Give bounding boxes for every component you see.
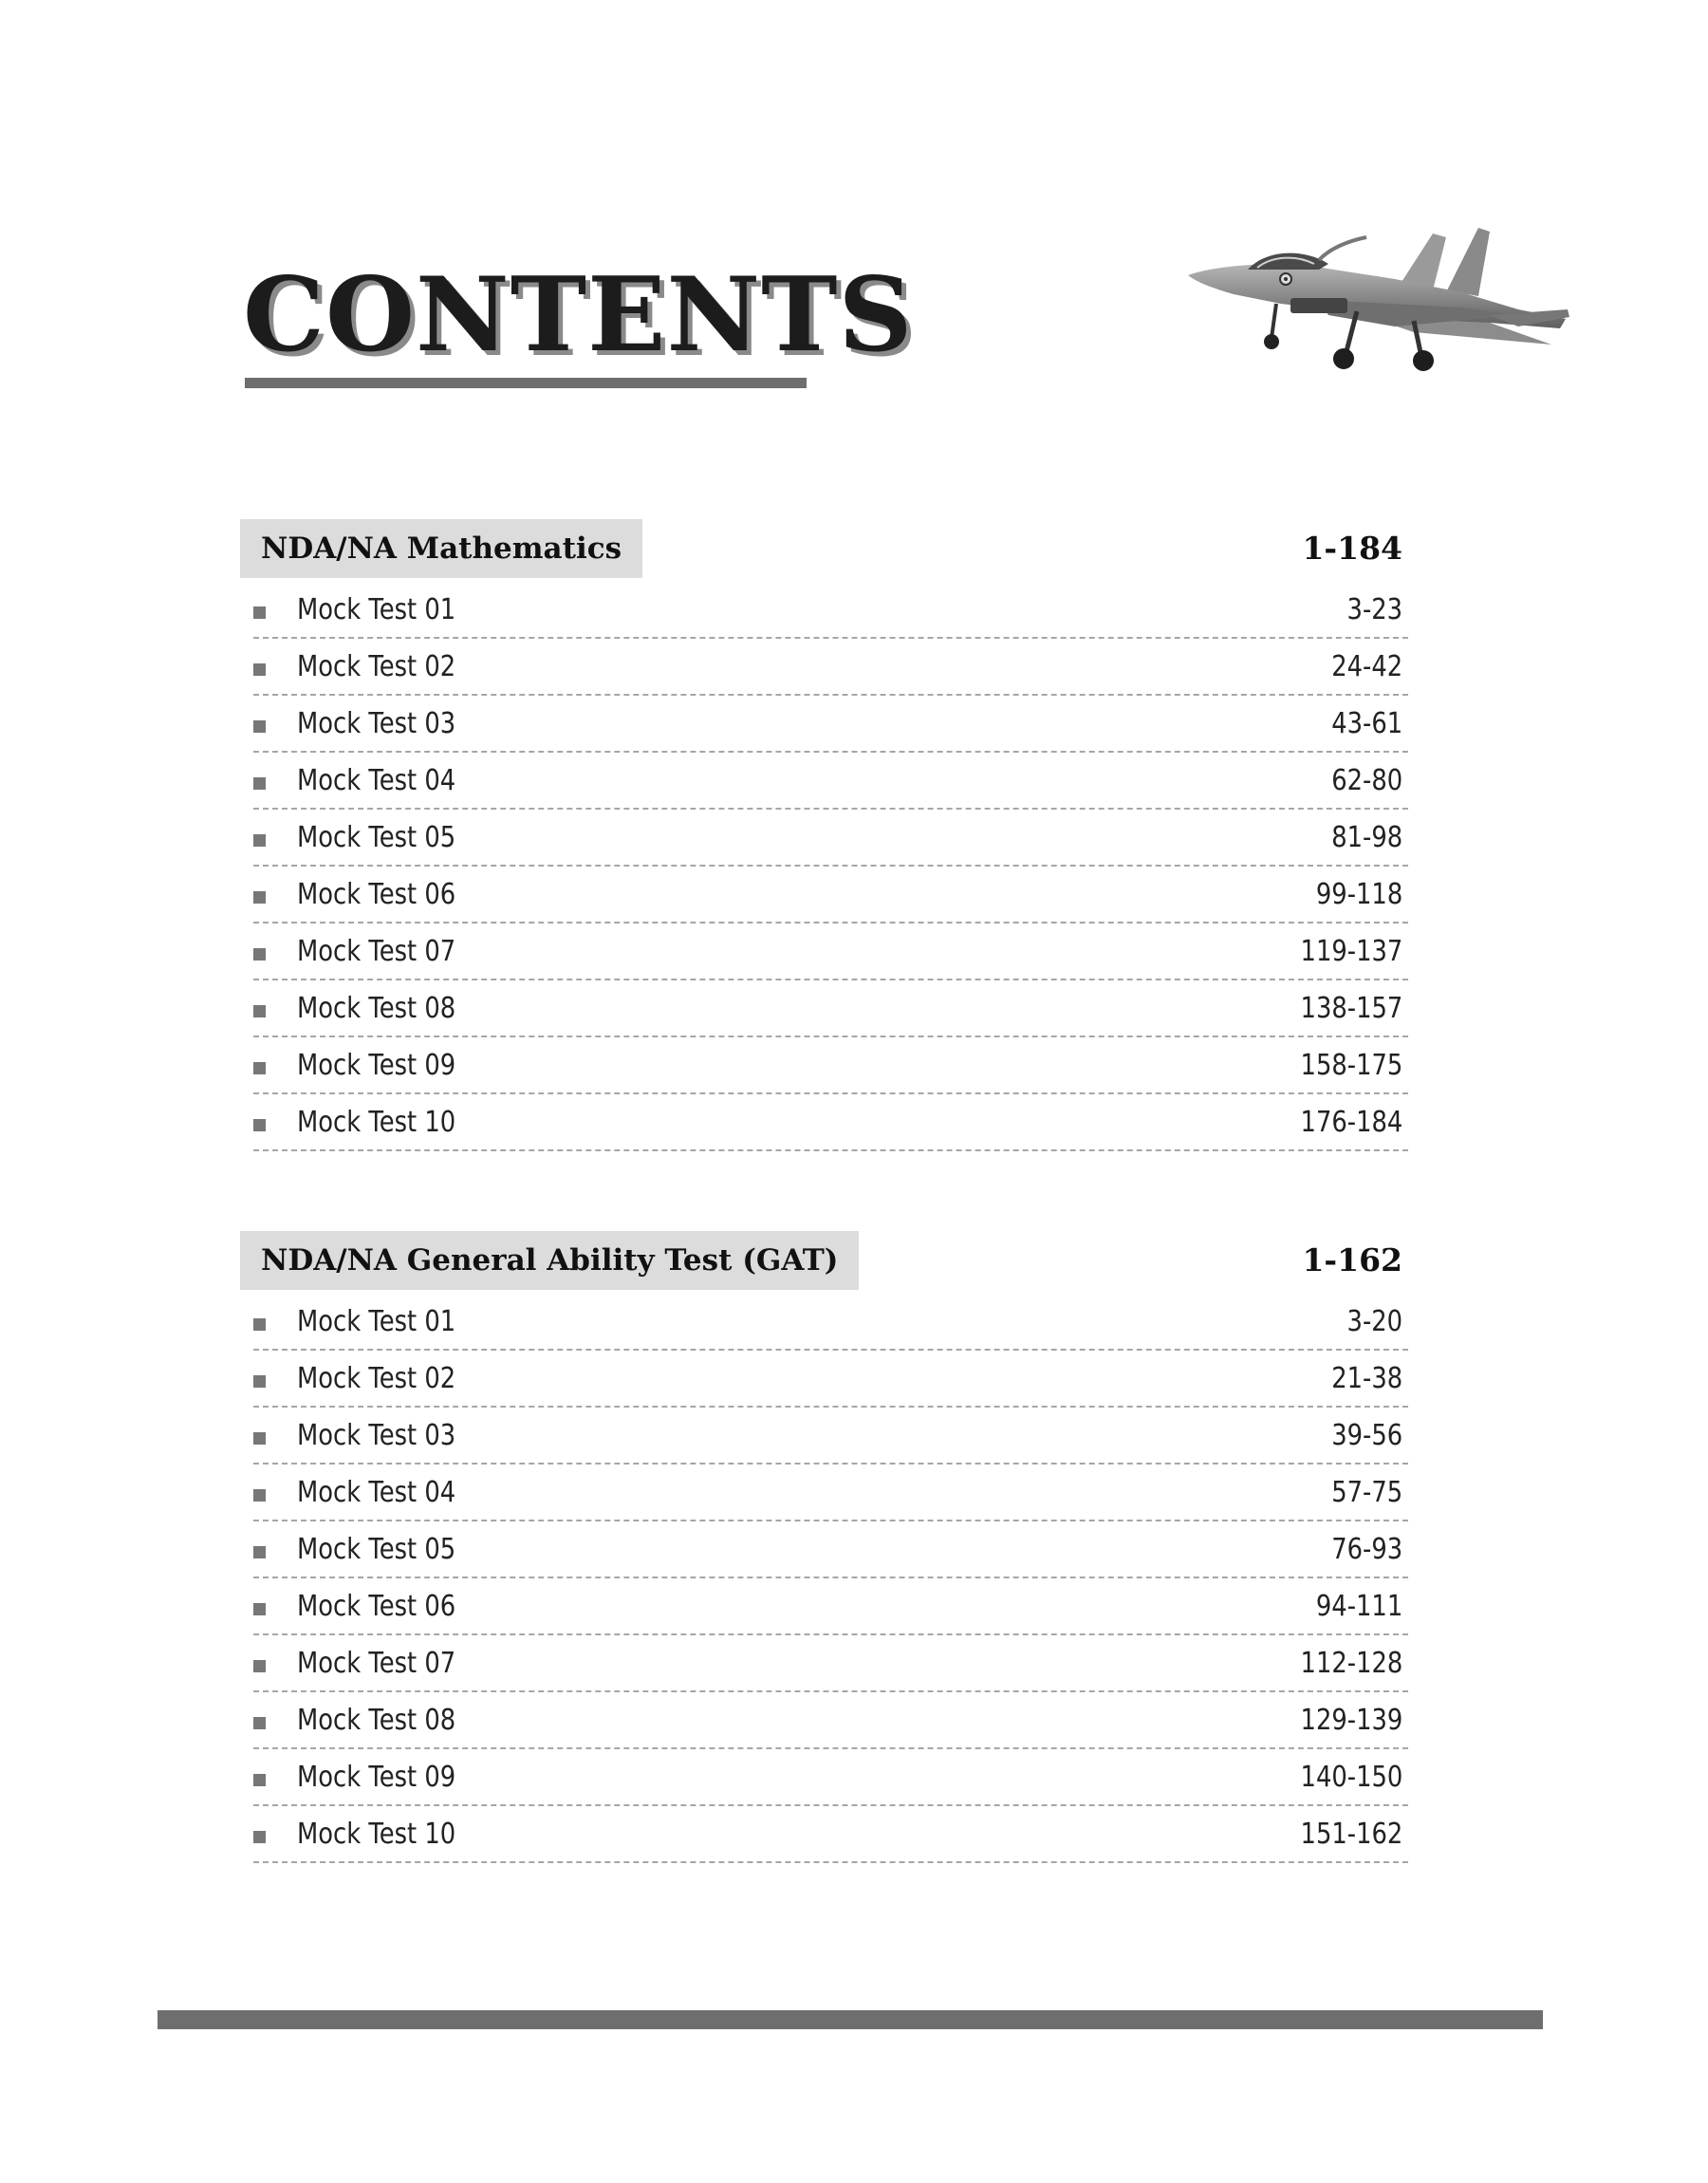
- entry-label: Mock Test 04: [297, 764, 456, 797]
- toc-entry[interactable]: [253, 1521, 1408, 1578]
- section-page-range: 1-184: [1302, 530, 1402, 567]
- entry-label: Mock Test 07: [297, 1647, 456, 1680]
- toc-entry[interactable]: [253, 1408, 1408, 1465]
- entry-label: Mock Test 09: [297, 1761, 456, 1794]
- entry-pages: 99-118: [1315, 878, 1402, 911]
- entry-pages: 3-20: [1346, 1305, 1402, 1338]
- toc-entry[interactable]: [253, 1578, 1408, 1635]
- section-mathematics: [240, 519, 1402, 1151]
- bullet-icon: [253, 777, 266, 790]
- entry-pages: 24-42: [1331, 650, 1402, 683]
- entry-label: Mock Test 02: [297, 1362, 456, 1395]
- bullet-icon: [253, 1432, 266, 1445]
- section-title: NDA/NA General Ability Test (GAT): [240, 1231, 859, 1290]
- toc-entry[interactable]: [253, 1294, 1408, 1351]
- entry-label: Mock Test 07: [297, 935, 456, 968]
- bullet-icon: [253, 1603, 266, 1615]
- bullet-icon: [253, 1489, 266, 1502]
- toc-entry[interactable]: [253, 810, 1408, 867]
- entry-pages: 21-38: [1331, 1362, 1402, 1395]
- bullet-icon: [253, 1318, 266, 1331]
- section-gat: [240, 1231, 1402, 1863]
- entry-pages: 151-162: [1300, 1818, 1402, 1851]
- entry-label: Mock Test 08: [297, 1704, 456, 1737]
- entry-label: Mock Test 03: [297, 707, 456, 740]
- bullet-icon: [253, 834, 266, 847]
- entry-label: Mock Test 06: [297, 1590, 456, 1623]
- bullet-icon: [253, 1831, 266, 1843]
- bullet-icon: [253, 1119, 266, 1131]
- bullet-icon: [253, 1660, 266, 1672]
- entry-label: Mock Test 06: [297, 878, 456, 911]
- entry-pages: 81-98: [1331, 821, 1402, 854]
- toc-entry[interactable]: [253, 924, 1408, 980]
- toc-list: [240, 582, 1402, 1151]
- entry-pages: 94-111: [1315, 1590, 1402, 1623]
- toc-entry[interactable]: [253, 1692, 1408, 1749]
- toc-entry[interactable]: [253, 1635, 1408, 1692]
- entry-label: Mock Test 01: [297, 593, 456, 626]
- toc-entry[interactable]: [253, 696, 1408, 753]
- entry-pages: 129-139: [1300, 1704, 1402, 1737]
- toc-entry[interactable]: [253, 1094, 1408, 1151]
- entry-pages: 57-75: [1331, 1476, 1402, 1509]
- entry-pages: 3-23: [1346, 593, 1402, 626]
- bullet-icon: [253, 1005, 266, 1017]
- bullet-icon: [253, 663, 266, 676]
- toc-entry[interactable]: [253, 753, 1408, 810]
- bullet-icon: [253, 1062, 266, 1074]
- entry-label: Mock Test 08: [297, 992, 456, 1025]
- bullet-icon: [253, 1717, 266, 1729]
- entry-label: Mock Test 04: [297, 1476, 456, 1509]
- entry-label: Mock Test 02: [297, 650, 456, 683]
- toc-entry[interactable]: [253, 1037, 1408, 1094]
- entry-label: Mock Test 10: [297, 1818, 456, 1851]
- entry-pages: 138-157: [1300, 992, 1402, 1025]
- entry-label: Mock Test 03: [297, 1419, 456, 1452]
- section-header: [240, 1231, 1402, 1290]
- entry-label: Mock Test 09: [297, 1049, 456, 1082]
- entry-pages: 39-56: [1331, 1419, 1402, 1452]
- entry-pages: 112-128: [1300, 1647, 1402, 1680]
- section-header: [240, 519, 1402, 578]
- title-underline: [245, 378, 807, 388]
- toc-list: [240, 1294, 1402, 1863]
- bullet-icon: [253, 1546, 266, 1558]
- entry-label: Mock Test 10: [297, 1106, 456, 1139]
- section-page-range: 1-162: [1302, 1241, 1402, 1278]
- fighter-jet-icon: [1177, 216, 1575, 382]
- bullet-icon: [253, 720, 266, 733]
- entry-label: Mock Test 01: [297, 1305, 456, 1338]
- bullet-icon: [253, 948, 266, 961]
- entry-pages: 76-93: [1331, 1533, 1402, 1566]
- toc-entry[interactable]: [253, 1465, 1408, 1521]
- entry-pages: 140-150: [1300, 1761, 1402, 1794]
- toc-entry[interactable]: [253, 1351, 1408, 1408]
- entry-pages: 62-80: [1331, 764, 1402, 797]
- bullet-icon: [253, 1774, 266, 1786]
- footer-bar: [158, 2010, 1543, 2029]
- toc-entry[interactable]: [253, 1749, 1408, 1806]
- entry-label: Mock Test 05: [297, 1533, 456, 1566]
- page-title: CONTENTS: [243, 255, 914, 375]
- section-title: NDA/NA Mathematics: [240, 519, 642, 578]
- toc-entry[interactable]: [253, 582, 1408, 639]
- entry-pages: 176-184: [1300, 1106, 1402, 1139]
- entry-pages: 43-61: [1331, 707, 1402, 740]
- bullet-icon: [253, 891, 266, 904]
- toc-entry[interactable]: [253, 980, 1408, 1037]
- entry-pages: 119-137: [1300, 935, 1402, 968]
- entry-label: Mock Test 05: [297, 821, 456, 854]
- toc-entry[interactable]: [253, 639, 1408, 696]
- toc-entry[interactable]: [253, 1806, 1408, 1863]
- bullet-icon: [253, 1375, 266, 1388]
- entry-pages: 158-175: [1300, 1049, 1402, 1082]
- toc-entry[interactable]: [253, 867, 1408, 924]
- bullet-icon: [253, 606, 266, 619]
